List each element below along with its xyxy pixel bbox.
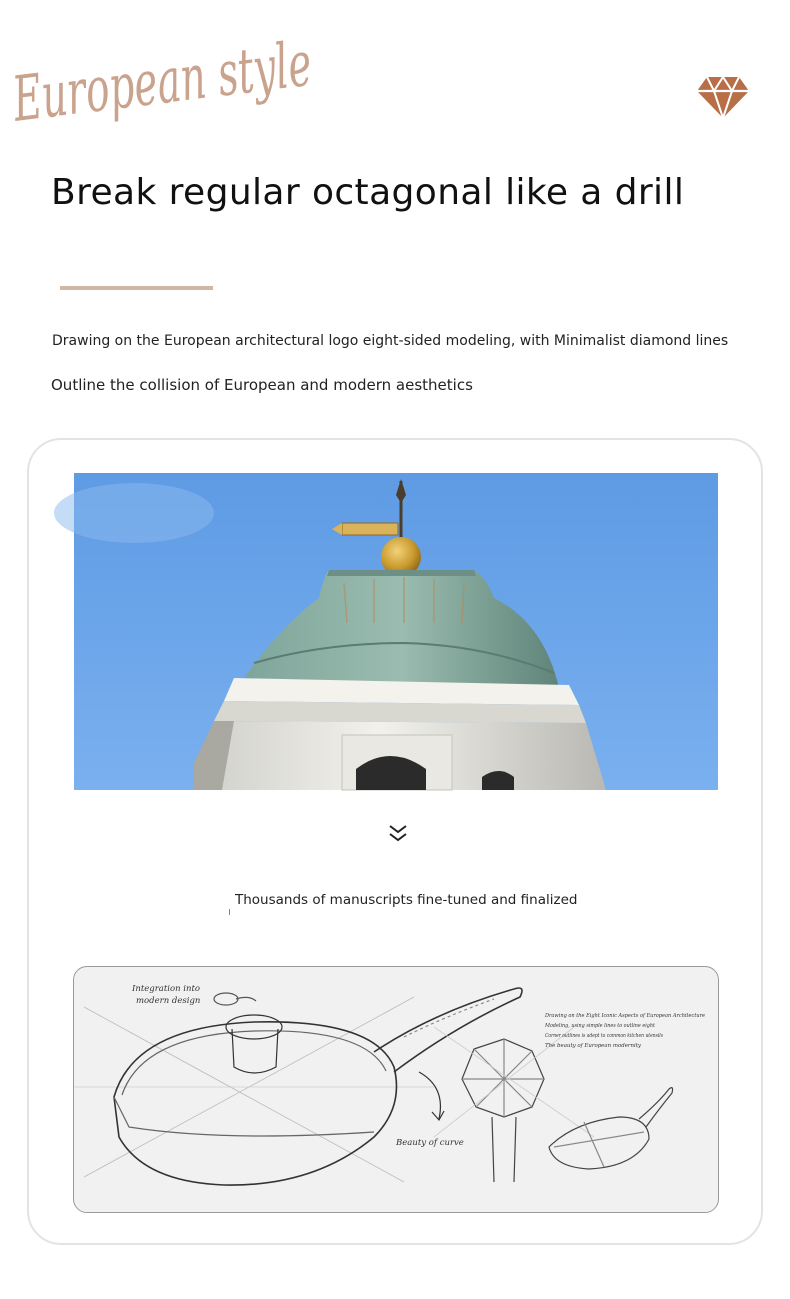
headline: Break regular octagonal like a drill: [51, 172, 685, 213]
note-right-2: Modeling, using simple lines to outline eight: [544, 1023, 656, 1029]
note-curve: Beauty of curve: [396, 1138, 464, 1148]
double-chevron-down-icon: [387, 822, 409, 844]
note-right-3: Corner outlines is adept to common kitchen utensils: [545, 1033, 664, 1039]
caption-tick: [229, 909, 230, 915]
script-title-text: European style: [8, 5, 488, 136]
note-right-4: The beauty of European modernity: [545, 1043, 642, 1049]
pan-sketch: [73, 966, 719, 1213]
diamond-icon: [696, 74, 750, 120]
note-integration-2: modern design: [136, 996, 201, 1006]
description-line-1: Drawing on the European architectural logo eight-sided modeling, with Minimalist diamond lines: [52, 333, 729, 349]
description-line-2: Outline the collision of European and modern aesthetics: [51, 376, 473, 394]
note-integration-1: Integration into: [132, 984, 201, 994]
note-right-1: Drawing on the Eight Iconic Aspects of European Architecture: [544, 1013, 706, 1019]
accent-divider: [60, 286, 213, 290]
sketch-caption: Thousands of manuscripts fine-tuned and finalized: [235, 892, 578, 908]
script-title: [8, 5, 488, 136]
tower-photo: [74, 473, 718, 790]
